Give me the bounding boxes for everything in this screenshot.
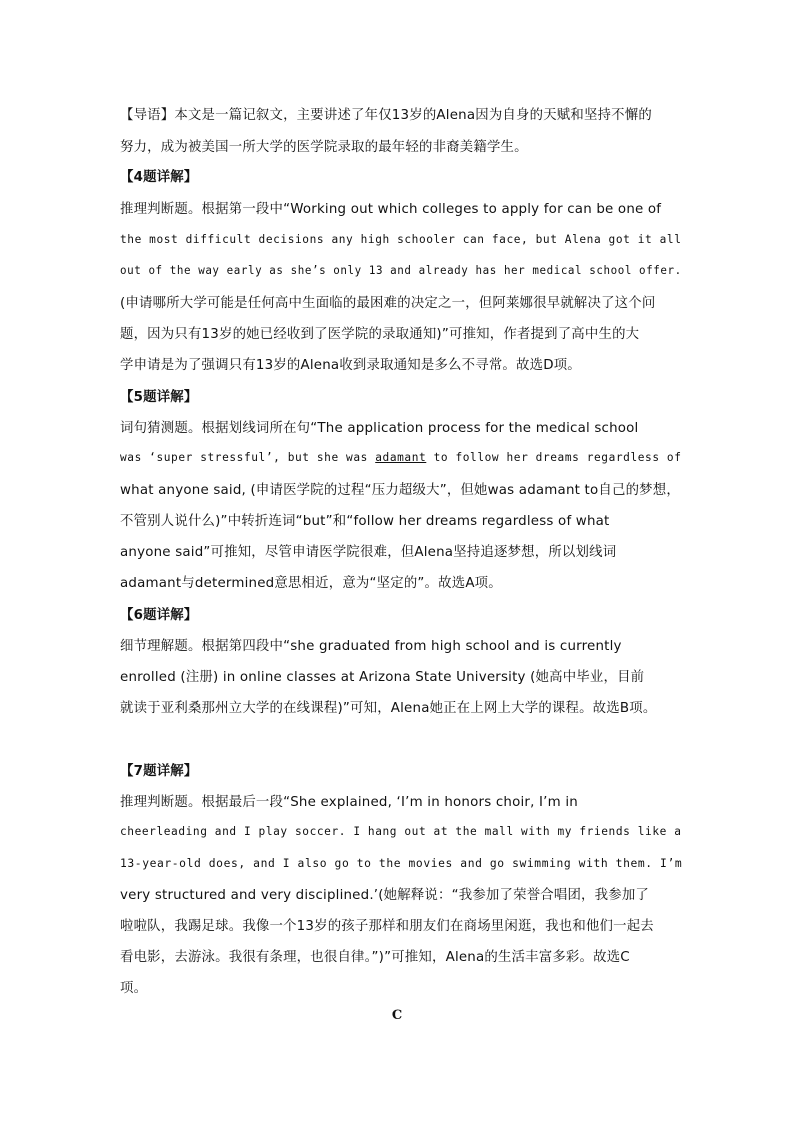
- q5-heading: 【5题详解】: [120, 390, 198, 405]
- q5-line-2-after: to follow her dreams regardless of: [426, 450, 682, 464]
- q4-line-6: 学申请是为了强调只有13岁的Alena收到录取通知是多么不寻常。故选D项。: [120, 358, 581, 373]
- q7-line-4: very structured and very disciplined.’(她解释说：“我参加了荣誉合唱团，我参加了: [120, 888, 650, 903]
- q5-line-1: 词句猜测题。根据划线词所在句“The application process for the medical school: [120, 421, 639, 436]
- q6-line-3: 就读于亚利桑那州立大学的在线课程)”可知，Alena她正在上网上大学的课程。故选B项。: [120, 701, 657, 716]
- q7-line-1: 推理判断题。根据最后一段“She explained, ‘I’m in honors choir, I’m in: [120, 795, 578, 810]
- q4-line-5: 题，因为只有13岁的她已经收到了医学院的录取通知)”可推知，作者提到了高中生的大: [120, 327, 640, 342]
- q6-heading: 【6题详解】: [120, 608, 198, 623]
- q4-line-3: out of the way early as she’s only 13 and already has her medical school offer.: [120, 263, 682, 277]
- q4-heading: 【4题详解】: [120, 170, 198, 185]
- q5-line-6: adamant与determined意思相近，意为“坚定的”。故选A项。: [120, 576, 502, 591]
- page-footer-letter: C: [391, 1008, 403, 1023]
- q7-line-3: 13-year-old does, and I also go to the movies and go swimming with them. I’m: [120, 856, 683, 870]
- q5-line-5: anyone said”可推知，尽管申请医学院很难，但Alena坚持追逐梦想，所以划线词: [120, 545, 617, 560]
- q5-line-4: 不管别人说什么)”中转折连词“but”和“follow her dreams regardless of what: [120, 514, 610, 529]
- q6-line-1: 细节理解题。根据第四段中“she graduated from high school and is currently: [120, 639, 622, 654]
- q7-line-2: cheerleading and I play soccer. I hang out at the mall with my friends like a: [120, 824, 682, 838]
- underlined-word: adamant: [375, 450, 427, 464]
- q7-heading: 【7题详解】: [120, 764, 198, 779]
- q4-line-4: (申请哪所大学可能是任何高中生面临的最困难的决定之一，但阿莱娜很早就解决了这个问: [120, 296, 656, 311]
- q7-line-5: 啦啦队，我踢足球。我像一个13岁的孩子那样和朋友们在商场里闲逛，我也和他们一起去: [120, 919, 654, 934]
- q6-line-2: enrolled (注册) in online classes at Arizona State University (她高中毕业，目前: [120, 670, 645, 685]
- q7-line-6: 看电影，去游泳。我很有条理，也很自律。”)”可推知，Alena的生活丰富多彩。故选C: [120, 950, 630, 965]
- q5-line-3: what anyone said, (申请医学院的过程“压力超级大”，但她was adamant to自己的梦想，: [120, 483, 680, 498]
- intro-line-2: 努力，成为被美国一所大学的医学院录取的最年轻的非裔美籍学生。: [120, 140, 528, 155]
- q5-line-2-before: was ‘super stressful’, but she was: [120, 450, 376, 464]
- intro-line-1: 【导语】本文是一篇记叙文，主要讲述了年仅13岁的Alena因为自身的天赋和坚持不懈的: [120, 108, 652, 123]
- q4-line-1: 推理判断题。根据第一段中“Working out which colleges to apply for can be one of: [120, 202, 662, 217]
- q5-line-2: [120, 450, 682, 464]
- q7-line-7: 项。: [120, 981, 148, 996]
- q4-line-2: the most difficult decisions any high schooler can face, but Alena got it all: [120, 232, 682, 246]
